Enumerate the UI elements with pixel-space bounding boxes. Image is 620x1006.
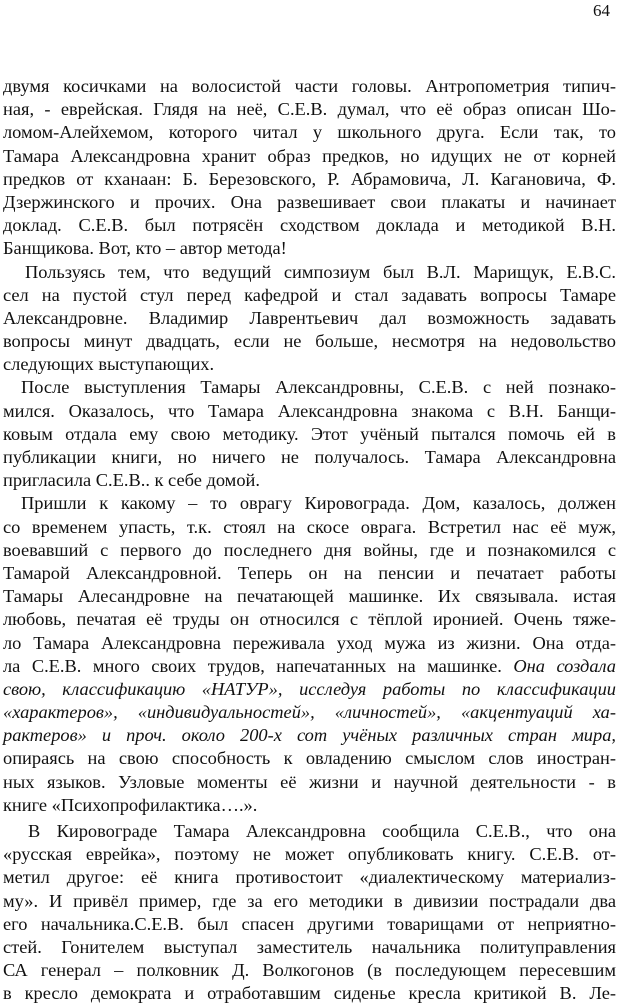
paragraph-3 xyxy=(3,376,616,492)
text-line: Пришли к какому – то оврагу Кировограда. Дом, казалось, должен xyxy=(21,493,616,514)
paragraph-4 xyxy=(3,492,616,817)
paragraph-5 xyxy=(3,820,616,1006)
text-line: ло Тамара Александровна переживала уход мужа из жизни. Она отда- xyxy=(3,632,616,653)
text-line: книге «Психопрофилактика….». xyxy=(3,794,258,815)
text-line: Пользуясь тем, что ведущий симпозиум был В.Л. Марищук, Е.В.С. xyxy=(25,261,616,282)
text-line: метил другое: её книга противостоит «диалектическому материализ- xyxy=(3,867,616,888)
italic-segment: Она создала xyxy=(501,655,616,676)
text-line: В Кировограде Тамара Александровна сообщила С.Е.В., что она xyxy=(28,821,616,841)
paragraph-1 xyxy=(3,75,616,261)
text-line: ных языков. Узловые моменты её жизни и научной деятельности - в xyxy=(3,771,616,792)
text-line: мился. Оказалось, что Тамара Александровна знакома с В.Н. Банщи- xyxy=(3,400,616,421)
text-line: со временем упасть, т.к. стоял на скосе оврага. Встретил нас её муж, xyxy=(3,516,616,537)
text-line: СА генерал – полковник Д. Волкогонов (в последующем пересевшим xyxy=(3,960,616,981)
paragraph-2 xyxy=(3,261,616,377)
text-line: Тамарой Александровной. Теперь он на пенсии и печатает работы xyxy=(3,562,616,583)
text-line-italic: свою, классификацию «НАТУР», исследуя работы по классификации xyxy=(3,678,616,699)
text-line: публикации книги, но ничего не получалось. Тамара Александровна xyxy=(3,447,616,467)
text-segment: ла С.Е.В. много своих трудов, напечатанных на машинке. xyxy=(3,655,502,676)
text-line: вопросы минут двадцать, если не больше, несмотря на недовольство xyxy=(3,331,616,352)
text-line: ная, - еврейская. Глядя на неё, С.Е.В. думал, что её образ описан Шо- xyxy=(3,99,616,120)
text-line: его начальника.С.Е.В. был спасен другими товарищами от неприятно- xyxy=(3,913,616,934)
text-line: опираясь на свою способность к овладению смыслом слов иностран- xyxy=(3,748,616,769)
text-line: ковым отдала ему свою методику. Этот учёный пытался помочь ей в xyxy=(3,423,616,444)
text-line: После выступления Тамары Александровны, С.Е.В. с ней познако- xyxy=(21,377,616,398)
text-line: Александровне. Владимир Лаврентьевич дал возможность задавать xyxy=(3,307,616,328)
text-line: в кресло демократа и отработавшим сиденье кресла критикой В. Ле- xyxy=(3,983,616,1004)
text-line: му». И привёл пример, где за его методики в дивизии пострадали два xyxy=(3,890,616,911)
text-line-italic: рактеров» и проч. около 200-х сот учёных различных стран мира, xyxy=(3,725,616,746)
text-line-italic: «характеров», «индивидуальностей», «личностей», «акцентуаций ха- xyxy=(3,702,616,723)
text-line: ломом-Алейхемом, которого читал у школьного друга. Если так, то xyxy=(3,122,616,143)
text-line: Тамара Александровна хранит образ предков, но идущих не от корней xyxy=(3,145,616,166)
text-line: двумя косичками на волосистой части головы. Антропометрия типич- xyxy=(3,76,616,96)
text-line: Тамары Алесандровне на печатающей машинке. Их связывала. истая xyxy=(3,586,616,607)
text-line: «русская еврейка», поэтому не может опубликовать книгу. С.Е.В. от- xyxy=(3,844,616,865)
text-line: предков от кханаан: Б. Березовского, Р. Абрамовича, Л. Кагановича, Ф. xyxy=(3,168,616,189)
text-line: стей. Гонителем выступал заместитель начальника политуправления xyxy=(3,936,616,957)
text-line: Банщикова. Вот, кто – автор метода! xyxy=(3,238,287,259)
text-line: Дзержинского и прочих. Она развешивает свои плакаты и начинает xyxy=(3,191,616,212)
text-line: следующих выступающих. xyxy=(3,354,215,375)
document-body xyxy=(3,75,616,1006)
text-line: пригласила С.Е.В.. к себе домой. xyxy=(3,470,260,491)
text-line: доклад. С.Е.В. был потрясён сходством доклада и методикой В.Н. xyxy=(3,215,616,236)
text-line: сел на пустой стул перед кафедрой и стал задавать вопросы Тамаре xyxy=(3,284,616,305)
text-line xyxy=(3,655,616,678)
text-line: любовь, печатая её труды он относился с тёплой иронией. Очень тяже- xyxy=(3,609,616,630)
page-number: 64 xyxy=(593,1,610,20)
text-line: воевавший с первого до последнего дня войны, где и познакомился с xyxy=(3,539,616,560)
